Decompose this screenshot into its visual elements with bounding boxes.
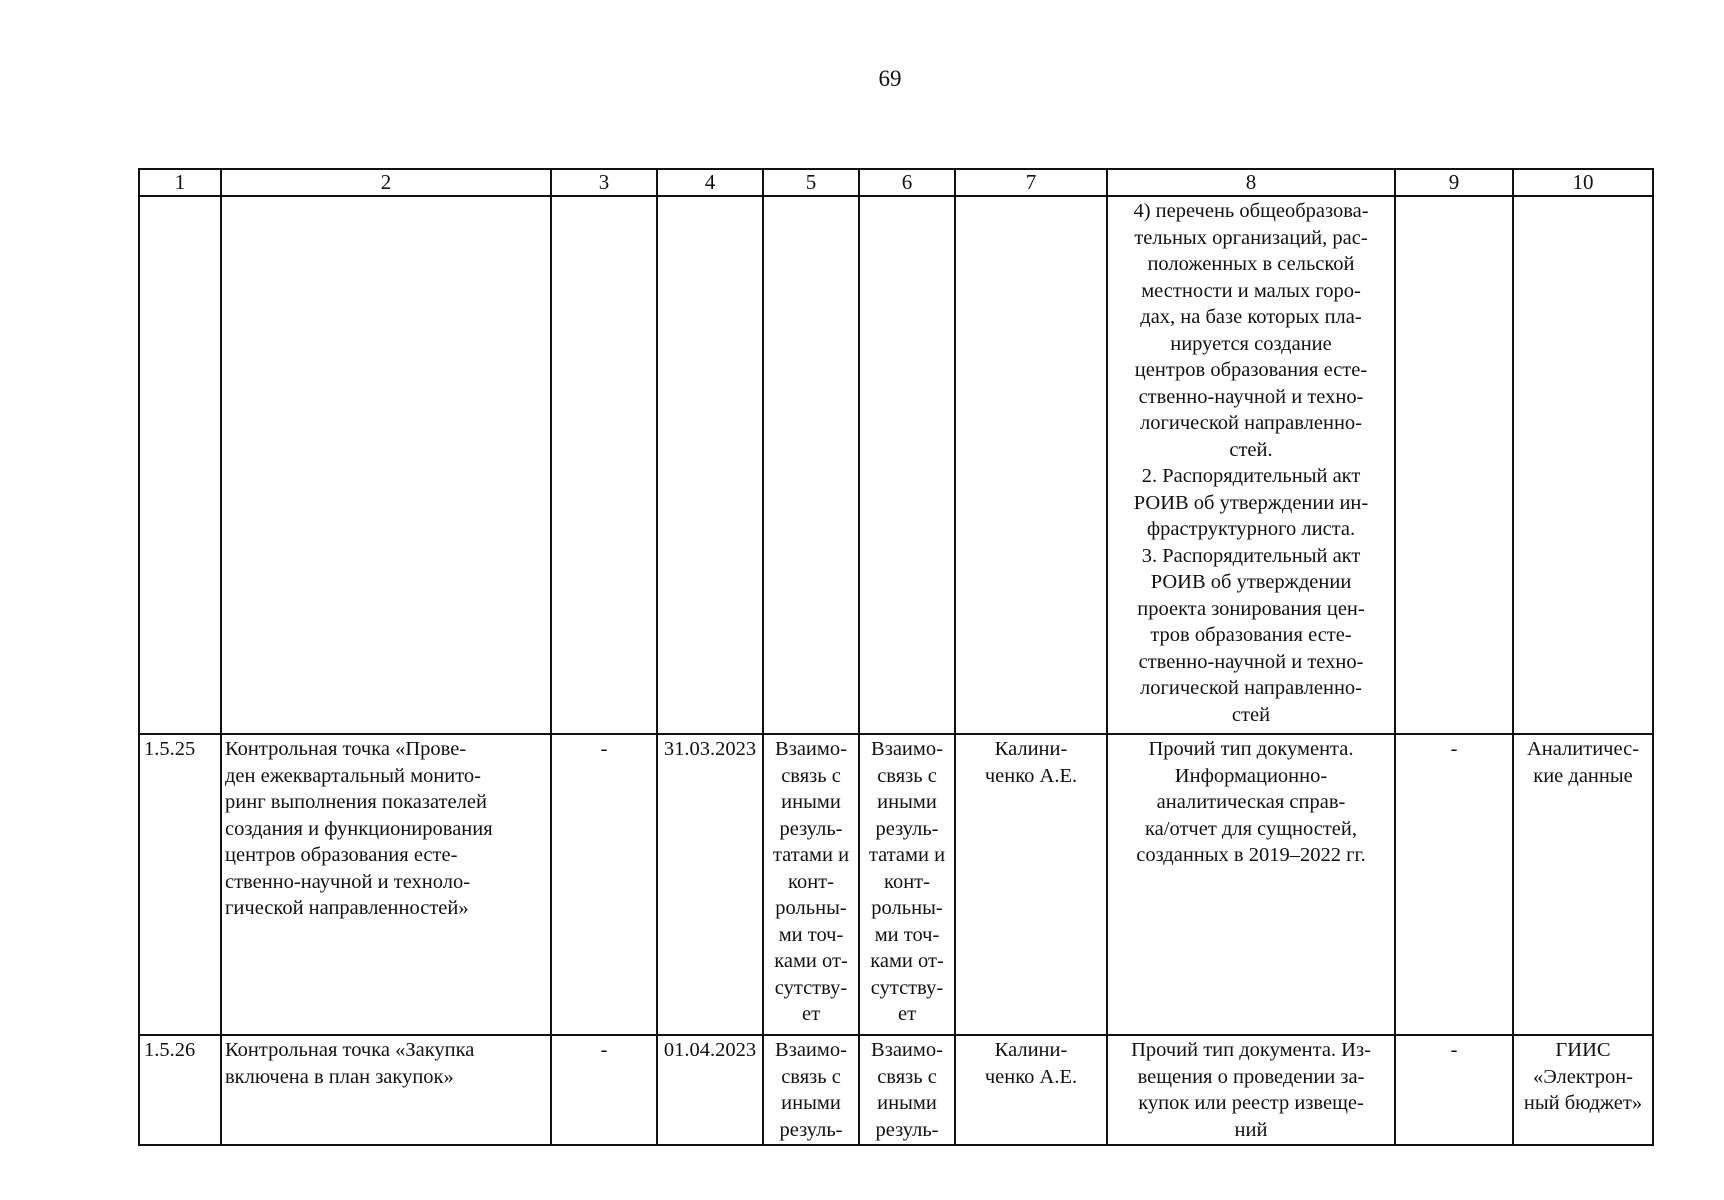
- row-number-cell: [139, 196, 221, 734]
- responsible-cell: Калини- ченко А.Е.: [955, 734, 1107, 1035]
- column-number: 9: [1395, 169, 1513, 196]
- date-cell: 31.03.2023: [657, 734, 763, 1035]
- date-cell: [657, 196, 763, 734]
- cell-col5: Взаимо- связь с иными резуль- татами и конт- рольны- ми точ- ками от- сутству- ет: [763, 734, 859, 1035]
- plan-table: [138, 168, 1654, 1146]
- cell-col5: Взаимо- связь с иными резуль-: [763, 1035, 859, 1145]
- info-system-cell: ГИИС «Электрон- ный бюджет»: [1513, 1035, 1653, 1145]
- cell-col3: -: [551, 1035, 657, 1145]
- column-number: 5: [763, 169, 859, 196]
- column-number: 6: [859, 169, 955, 196]
- row-number-cell: 1.5.25: [139, 734, 221, 1035]
- cell-col3: -: [551, 734, 657, 1035]
- cell-col6: Взаимо- связь с иными резуль- татами и конт- рольны- ми точ- ками от- сутству- ет: [859, 734, 955, 1035]
- date-cell: 01.04.2023: [657, 1035, 763, 1145]
- cell-col9: -: [1395, 734, 1513, 1035]
- responsible-cell: Калини- ченко А.Е.: [955, 1035, 1107, 1145]
- info-system-cell: [1513, 196, 1653, 734]
- column-number-row: [139, 169, 1653, 196]
- description-cell: Контрольная точка «Закупка включена в план закупок»: [221, 1035, 551, 1145]
- cell-col5: [763, 196, 859, 734]
- document-type-cell: Прочий тип документа. Информационно- аналитическая справ- ка/отчет для сущностей, созданных в 2019–2022 гг.: [1107, 734, 1395, 1035]
- page-number: 69: [878, 66, 902, 91]
- column-number: 8: [1107, 169, 1395, 196]
- description-cell: Контрольная точка «Прове- ден ежеквартальный монито- ринг выполнения показателей создания и функционирования центров образования есте- ственно-научной и техноло- гической направленностей»: [221, 734, 551, 1035]
- cell-col9: -: [1395, 1035, 1513, 1145]
- cell-col6: [859, 196, 955, 734]
- cell-col3: [551, 196, 657, 734]
- row-number-cell: 1.5.26: [139, 1035, 221, 1145]
- column-number: 7: [955, 169, 1107, 196]
- description-cell: [221, 196, 551, 734]
- cell-col9: [1395, 196, 1513, 734]
- column-number: 10: [1513, 169, 1653, 196]
- info-system-cell: Аналитичес- кие данные: [1513, 734, 1653, 1035]
- table-row: [139, 1035, 1653, 1145]
- responsible-cell: [955, 196, 1107, 734]
- table-row: [139, 734, 1653, 1035]
- cell-col6: Взаимо- связь с иными резуль-: [859, 1035, 955, 1145]
- column-number: 1: [139, 169, 221, 196]
- column-number: 4: [657, 169, 763, 196]
- column-number: 2: [221, 169, 551, 196]
- column-number: 3: [551, 169, 657, 196]
- table-row: [139, 196, 1653, 734]
- document-type-cell: 4) перечень общеобразова- тельных организаций, рас- положенных в сельской местности и малых горо- дах, на базе которых пла- нируется создание центров образования есте- ственно-научной и техно- логической направленно- стей. 2. Распорядительный акт РОИВ об утверждении ин- фраструктурного листа. 3. Распорядительный акт РОИВ об утверждении проекта зонирования цен- тров образования есте- ственно-научной и техно- логической направленно- стей: [1107, 196, 1395, 734]
- document-type-cell: Прочий тип документа. Из- вещения о проведении за- купок или реестр извеще- ний: [1107, 1035, 1395, 1145]
